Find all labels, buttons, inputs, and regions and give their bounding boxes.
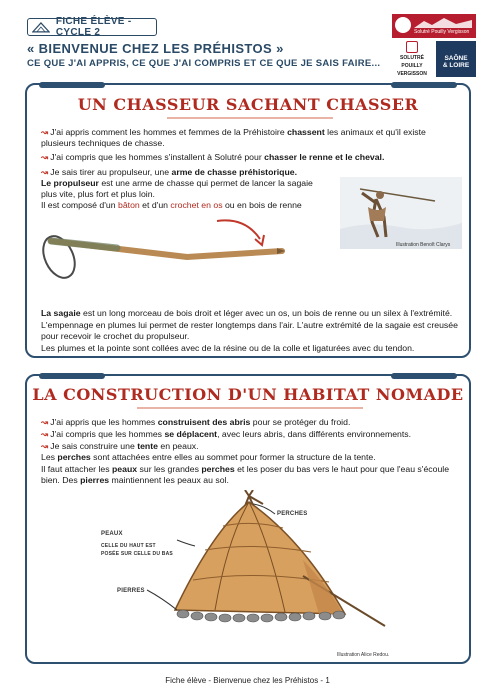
hunter-illustration [340, 177, 462, 249]
page-subtitle: CE QUE J'AI APPRIS, CE QUE J'AI COMPRIS ET CE QUE JE SAIS FAIRE... [27, 58, 381, 69]
partner-logos [392, 14, 476, 78]
crest-icon [406, 41, 418, 53]
section-habitat-card [25, 374, 471, 664]
para-perches: Les perches sont attachées entre elles au sommet pour former la structure de la tente. [41, 452, 376, 462]
hook-arrow-icon [215, 217, 275, 249]
page-title: « BIENVENUE CHEZ LES PRÉHISTOS » [27, 41, 284, 56]
para-propulseur: Le propulseur est une arme de chasse qui permet de lancer la sagaie [41, 178, 313, 188]
tent-caption: Illustration Alice Redou. [337, 652, 390, 658]
para-sagaie-2: L'empennage en plumes lui permet de rester longtemps dans l'air. L'autre extrémité de la sagaie est creusée [41, 320, 458, 330]
cycle-badge [27, 18, 157, 36]
label-peaux-sub-1: CELLE DU HAUT EST [101, 543, 156, 549]
para-learned-2: plusieurs techniques de chasse. [41, 138, 165, 148]
para-pierres: bien. Des pierres maintiennent les peaux au sol. [41, 475, 229, 485]
village-badge [392, 41, 432, 77]
section-hunter-card [25, 83, 471, 358]
arrow-icon: ↝ [41, 441, 49, 451]
brand-name: Solutré Pouilly Vergisson [414, 29, 470, 35]
section-title: LA CONSTRUCTION D'UN HABITAT NOMADE [32, 385, 464, 404]
label-pointers [27, 376, 473, 666]
mountain-logo-icon [32, 20, 50, 34]
para-propulseur-2: plus vite, plus fort et plus loin. [41, 189, 155, 199]
para-composition: Il est composé d'un bâton et d'un crochet en os ou en bois de renne [41, 200, 302, 210]
label-peaux-sub-2: POSÉE SUR CELLE DU BAS [101, 551, 173, 557]
para-learned: ↝ J'ai appris que les hommes construisent des abris pour se protéger du froid. [41, 417, 351, 427]
page-footer: Fiche élève - Bienvenue chez les Préhistos - 1 [165, 676, 330, 685]
card-tab [39, 82, 105, 88]
section-title: UN CHASSEUR SACHANT CHASSER [77, 95, 419, 114]
arrow-icon: ↝ [41, 429, 49, 439]
village-line-1: SOLUTRÉ [400, 55, 424, 61]
badge-label: FICHE ÉLÈVE - CYCLE 2 [55, 16, 132, 38]
village-line-2: POUILLY [401, 63, 423, 69]
brand-sun-icon [395, 17, 411, 33]
village-line-3: VERGISSON [397, 71, 427, 77]
department-logo [436, 41, 476, 77]
brand-logo [392, 14, 476, 38]
arrow-icon: ↝ [41, 152, 49, 162]
department-line-1: SAÔNE [444, 55, 468, 62]
arrow-icon: ↝ [41, 127, 49, 137]
para-peaux: Il faut attacher les peaux sur les grandes perches et les poser du bas vers le haut pour que l'eau s'écoule [41, 464, 450, 474]
label-perches: PERCHES [277, 511, 308, 517]
department-line-2: & LOIRE [442, 62, 470, 69]
arrow-icon: ↝ [41, 417, 49, 427]
para-understood: ↝ J'ai compris que les hommes s'installent à Solutré pour chasser le renne et le cheval. [41, 152, 385, 162]
label-pierres: PIERRES [117, 588, 145, 594]
para-learned: ↝ J'ai appris comment les hommes et femmes de la Préhistoire chassent les animaux et qu'il existe [41, 127, 426, 137]
para-can-do: ↝ Je sais construire une tente en peaux. [41, 441, 199, 451]
hunter-caption: Illustration Benoît Clarys [396, 242, 451, 248]
para-can-do: ↝ Je sais tirer au propulseur, une arme de chasse préhistorique. [41, 167, 298, 177]
label-peaux: PEAUX [101, 531, 123, 537]
para-understood: ↝ J'ai compris que les hommes se déplacent, avec leurs abris, dans différents environnements. [41, 429, 412, 439]
card-tab [391, 82, 457, 88]
para-sagaie-4: Les plumes et la pointe sont collées avec de la résine ou de la colle et ligaturées avec du tendon. [41, 343, 415, 353]
para-sagaie-3: pour recevoir le crochet du propulseur. [41, 331, 190, 341]
title-underline [167, 117, 333, 119]
arrow-icon: ↝ [41, 167, 49, 177]
para-sagaie: La sagaie est un long morceau de bois droit et léger avec un os, un bois de renne ou un silex à l'extrémité. [41, 308, 453, 318]
